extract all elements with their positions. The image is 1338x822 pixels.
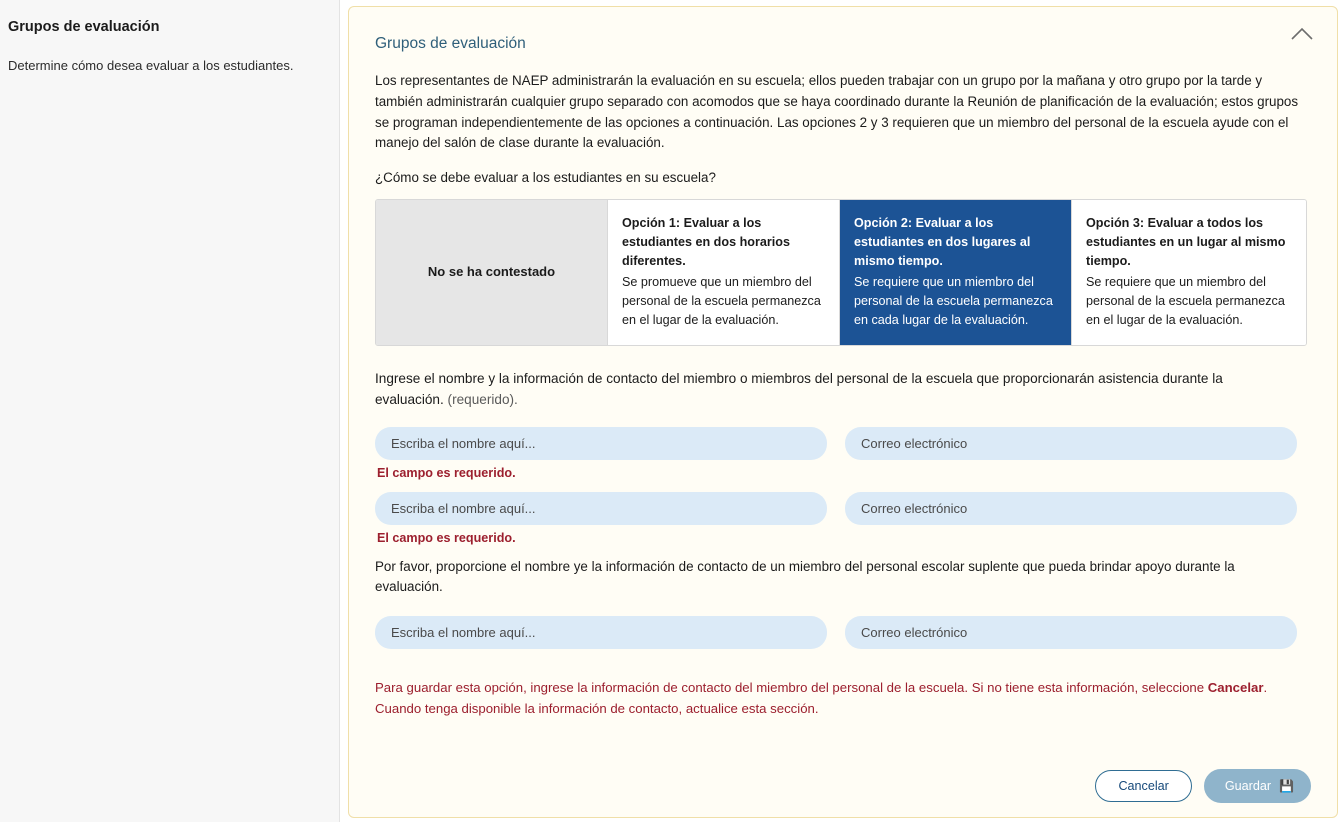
card-title: Grupos de evaluación [375, 35, 526, 52]
option-1[interactable] [608, 200, 840, 345]
staff-error-1: El campo es requerido. [377, 465, 516, 480]
save-warning-message [375, 677, 1305, 719]
staff-contact-label [375, 368, 1295, 410]
option-not-answered-label: No se ha contestado [427, 263, 556, 279]
save-warning-cancel-word: Cancelar [1207, 680, 1264, 696]
backup-row [375, 616, 1295, 649]
backup-name-input[interactable] [375, 616, 827, 649]
staff-contact-label-main: Ingrese el nombre y la información de contacto del miembro o miembros del personal de la escuela que proporcionarán asistencia durante la evaluación. [375, 371, 1223, 408]
intro-paragraph: Los representantes de NAEP administrarán la evaluación en su escuela; ellos pueden trabajar con un grupo por la mañana y otro grupo por la tarde y también administrarán cualquier grupo separado con acomodos que se haya coordinado durante la Reunión de planificación de la evaluación; estos grupos se programan independientemente de las opciones a continuación. Las opciones 2 y 3 requieren que un miembro del personal de la escuela ayude con el manejo del salón de clase durante la evaluación. [375, 73, 1299, 151]
assessment-question: ¿Cómo se debe evaluar a los estudiantes en su escuela? [375, 170, 716, 186]
option-3-heading: Opción 3: Evaluar a todos los estudiantes en un lugar al mismo tiempo. [1086, 216, 1286, 268]
sidebar [0, 0, 340, 822]
option-2-heading: Opción 2: Evaluar a los estudiantes en dos lugares al mismo tiempo. [854, 216, 1031, 268]
card-footer [1095, 769, 1311, 803]
save-warning-line1-a: Para guardar esta opción, ingrese la información de contacto del miembro del personal de la escuela. Si no tiene esta información, seleccione [375, 680, 1208, 696]
staff-error-2: El campo es requerido. [377, 530, 516, 545]
floppy-disk-icon: 💾 [1279, 779, 1294, 793]
save-warning-line1-b: . [1263, 680, 1268, 696]
sidebar-subtitle: Determine cómo desea evaluar a los estudiantes. [8, 57, 294, 73]
staff-row-2 [375, 492, 1295, 525]
staff-contact-required-note: (requerido). [443, 392, 518, 408]
chevron-up-icon[interactable] [1289, 25, 1315, 45]
save-button-label: Guardar [1224, 779, 1272, 793]
option-2[interactable] [840, 200, 1072, 345]
backup-staff-label: Por favor, proporcione el nombre ye la información de contacto de un miembro del personal escolar suplente que pueda brindar apoyo durante la evaluación. [375, 558, 1235, 595]
assessment-groups-card [348, 6, 1338, 818]
staff-name-input-1[interactable] [375, 427, 827, 460]
option-2-body: Se requiere que un miembro del personal de la escuela permanezca en cada lugar de la evaluación. [854, 274, 1053, 327]
option-selector[interactable] [375, 199, 1307, 346]
sidebar-title: Grupos de evaluación [8, 19, 160, 35]
save-button[interactable] [1204, 769, 1311, 803]
main-content [340, 0, 1338, 822]
option-3-body: Se requiere que un miembro del personal de la escuela permanezca en el lugar de la evaluación. [1086, 274, 1285, 327]
option-not-answered [376, 200, 608, 345]
staff-email-input-2[interactable] [845, 492, 1297, 525]
staff-email-input-1[interactable] [845, 427, 1297, 460]
staff-name-input-2[interactable] [375, 492, 827, 525]
cancel-button[interactable]: Cancelar [1095, 770, 1191, 802]
option-3[interactable] [1072, 200, 1306, 345]
option-1-heading: Opción 1: Evaluar a los estudiantes en dos horarios diferentes. [622, 216, 790, 268]
option-1-body: Se promueve que un miembro del personal de la escuela permanezca en el lugar de la evaluación. [622, 274, 821, 327]
staff-row-1 [375, 427, 1295, 460]
save-warning-line2: Cuando tenga disponible la información de contacto, actualice esta sección. [375, 701, 819, 717]
backup-email-input[interactable] [845, 616, 1297, 649]
